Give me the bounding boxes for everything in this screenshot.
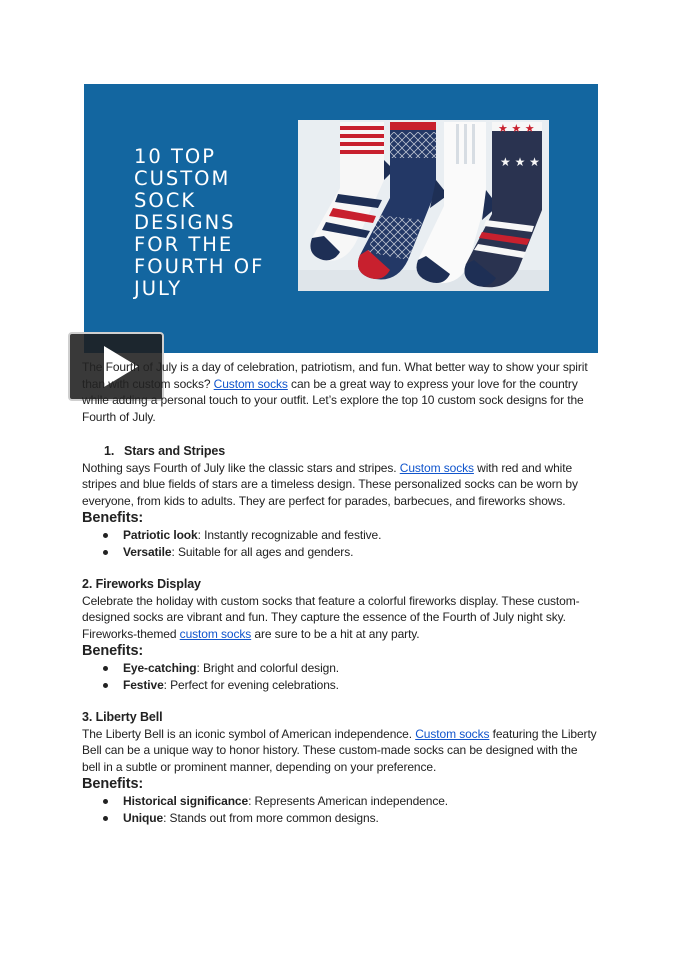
- section-number: 1.: [104, 444, 115, 458]
- bullet-icon: [103, 683, 108, 688]
- banner-title-line: 10 TOP: [134, 145, 217, 168]
- benefits-list: [82, 527, 597, 560]
- benefit-term: Versatile: [123, 544, 172, 559]
- banner-title-line: CUSTOM: [134, 167, 231, 190]
- svg-text:★ ★ ★: ★ ★ ★: [500, 155, 540, 169]
- section-text-continued: are sure to be a hit at any party.: [251, 626, 420, 641]
- hero-banner: [84, 84, 598, 353]
- section-paragraph: [82, 460, 597, 510]
- section-text: Nothing says Fourth of July like the classic stars and stripes.: [82, 460, 400, 475]
- section-heading: [82, 576, 597, 593]
- benefits-heading: Benefits:: [82, 776, 144, 792]
- article-body: [82, 359, 597, 842]
- section-number: 3.: [82, 710, 93, 724]
- benefits-list: [82, 793, 597, 826]
- socks-photo: [298, 120, 549, 291]
- list-item: [82, 810, 597, 827]
- section-title: Liberty Bell: [95, 710, 163, 724]
- custom-socks-link[interactable]: custom socks: [179, 626, 252, 641]
- list-item: [82, 527, 597, 544]
- section-text: The Liberty Bell is an iconic symbol of American independence.: [82, 726, 416, 741]
- benefit-term: Festive: [123, 677, 164, 692]
- intro-paragraph: [82, 359, 597, 425]
- banner-title-line: DESIGNS: [134, 211, 236, 234]
- section-text-continued: featuring the Liberty Bell can be a unique way to honor history. These custom-made socks can be designed with the bell in a subtle or prominent manner, depending on your preference.: [82, 726, 597, 774]
- benefit-description: : Bright and colorful design.: [196, 661, 340, 675]
- benefits-list: [82, 660, 597, 693]
- list-item: [82, 677, 597, 694]
- benefit-term: Unique: [123, 810, 164, 825]
- benefit-description: : Instantly recognizable and festive.: [197, 528, 382, 542]
- list-item: [82, 544, 597, 561]
- list-item: [82, 793, 597, 810]
- benefit-description: : Represents American independence.: [248, 794, 449, 808]
- section-title: Fireworks Display: [95, 577, 201, 591]
- banner-title-line: FOR THE: [134, 233, 234, 256]
- banner-title-line: JULY: [134, 277, 183, 300]
- bullet-icon: [103, 550, 108, 555]
- socks-illustration: [298, 120, 549, 291]
- section-paragraph: [82, 593, 597, 643]
- section-heading: [82, 709, 597, 726]
- bullet-icon: [103, 799, 108, 804]
- section-text: Celebrate the holiday with custom socks that feature a colorful fireworks display. These custom-designed socks are vibrant and fun. They capture the essence of the Fourth of July night sky. Fireworks-themed: [82, 593, 580, 641]
- section-text-continued: with red and white stripes and blue fields of stars are a timeless design. These personalized socks can be worn by everyone, from kids to adults. They are perfect for parades, barbecues, and fireworks shows.: [82, 460, 578, 508]
- benefit-term: Historical significance: [123, 794, 249, 808]
- bullet-icon: [103, 533, 108, 538]
- custom-socks-link[interactable]: Custom socks: [415, 726, 490, 741]
- benefit-description: : Perfect for evening celebrations.: [163, 677, 339, 692]
- benefit-term: Eye-catching: [123, 661, 197, 675]
- custom-socks-link[interactable]: Custom socks: [399, 460, 474, 475]
- section-title: Stars and Stripes: [124, 444, 226, 458]
- section-heading: [82, 443, 597, 460]
- benefit-description: : Suitable for all ages and genders.: [171, 544, 354, 559]
- svg-text:★ ★ ★: ★ ★ ★: [498, 122, 535, 135]
- custom-socks-link[interactable]: Custom socks: [213, 376, 288, 391]
- banner-title-line: SOCK: [134, 189, 197, 212]
- intro-text-continued: can be a great way to express your love for the country while adding a personal touch to your outfit. Let’s explore the top 10 custom sock designs for the Fourth of July.: [82, 376, 584, 424]
- banner-title: [134, 146, 304, 300]
- intro-text: The Fourth of July is a day of celebration, patriotism, and fun. What better way to show your spirit than with custom socks?: [82, 360, 588, 391]
- benefits-heading: Benefits:: [82, 643, 144, 659]
- section-paragraph: [82, 726, 597, 776]
- bullet-icon: [103, 666, 108, 671]
- bullet-icon: [103, 816, 108, 821]
- list-item: [82, 660, 597, 677]
- benefit-term: Patriotic look: [123, 528, 198, 542]
- benefit-description: : Stands out from more common designs.: [163, 810, 379, 825]
- section-number: 2.: [82, 577, 93, 591]
- banner-title-line: FOURTH OF: [134, 255, 265, 278]
- benefits-heading: Benefits:: [82, 510, 144, 526]
